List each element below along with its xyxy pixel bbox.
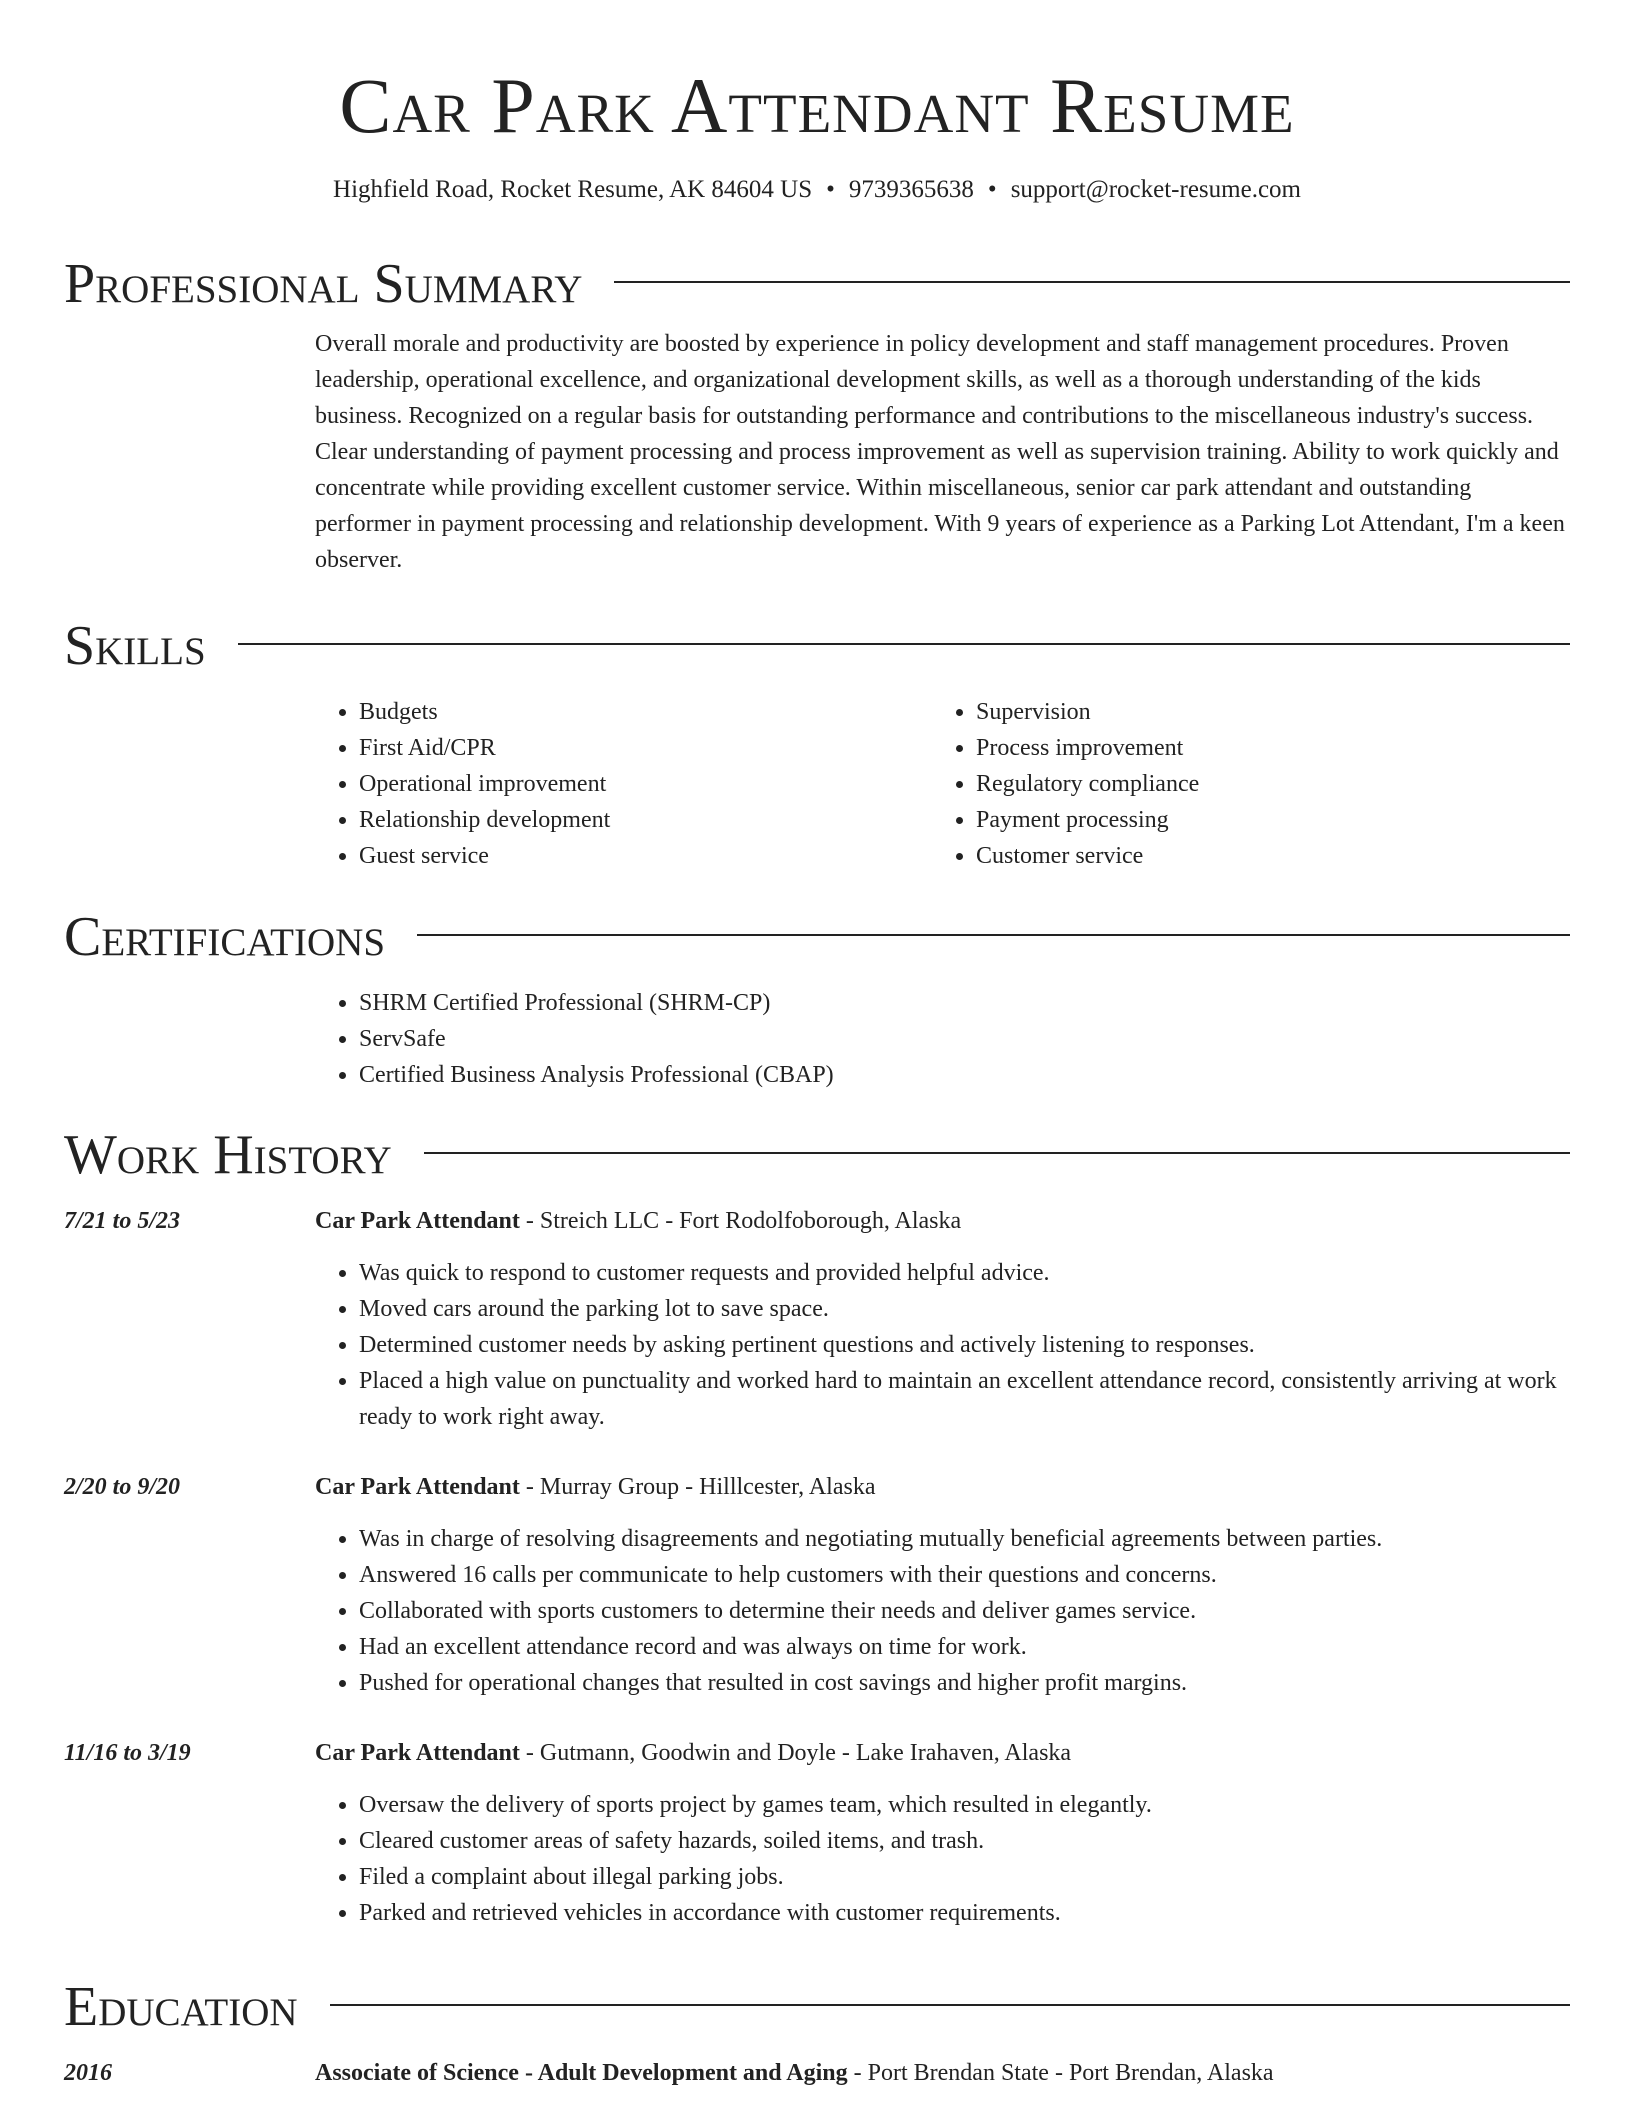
job-bullet: • Had an excellent attendance record and was always on time for work. <box>359 1629 1570 1665</box>
skill-item: • Operational improvement <box>359 766 932 802</box>
certification-item: • ServSafe <box>359 1021 1570 1057</box>
job-details: - Streich LLC - Fort Rodolfoborough, Alaska <box>519 1208 962 1234</box>
section-divider <box>614 281 1570 283</box>
job-heading <box>315 1203 961 1239</box>
job-details: - Murray Group - Hilllcester, Alaska <box>519 1474 876 1500</box>
skill-item: • Budgets <box>359 694 932 730</box>
education-header <box>64 1975 1570 2039</box>
skill-item: • Process improvement <box>976 730 1549 766</box>
job-title: Car Park Attendant <box>315 1208 520 1234</box>
job-title: Car Park Attendant <box>315 1740 520 1766</box>
skills-header <box>64 614 1570 678</box>
job-heading <box>315 1735 1071 1771</box>
job-bullet: • Filed a complaint about illegal parking jobs. <box>359 1859 1570 1895</box>
education-details: - Port Brendan State - Port Brendan, Alaska <box>847 2060 1274 2086</box>
skill-item: • Customer service <box>976 838 1549 874</box>
contact-email: support@rocket-resume.com <box>1010 176 1301 203</box>
certifications-section <box>64 905 1570 1093</box>
job-bullet: • Answered 16 calls per communicate to help customers with their questions and concerns. <box>359 1557 1570 1593</box>
section-divider <box>330 2004 1570 2006</box>
job-entry <box>64 1469 1570 1701</box>
skills-grid <box>315 678 1570 874</box>
section-divider <box>424 1152 1570 1154</box>
certification-item: • SHRM Certified Professional (SHRM-CP) <box>359 985 1570 1021</box>
work-history-header <box>64 1123 1570 1187</box>
summary-section <box>64 252 1570 578</box>
job-bullet: • Determined customer needs by asking pertinent questions and actively listening to responses. <box>359 1327 1570 1363</box>
summary-header <box>64 252 1570 316</box>
job-heading <box>315 1469 876 1505</box>
skills-section <box>64 614 1570 874</box>
resume-page <box>64 0 1570 2086</box>
job-bullet: • Cleared customer areas of safety hazards, soiled items, and trash. <box>359 1823 1570 1859</box>
education-row <box>64 2055 1570 2091</box>
education-year: 2016 <box>64 2060 112 2086</box>
education-degree: Associate of Science - Adult Development and Aging <box>315 2060 848 2086</box>
job-bullet: • Placed a high value on punctuality and worked hard to maintain an excellent attendance record, consistently arriving at work ready to work right away. <box>359 1363 1570 1435</box>
job-dates: 11/16 to 3/19 <box>64 1740 191 1766</box>
job-bullet: • Parked and retrieved vehicles in accordance with customer requirements. <box>359 1895 1570 1931</box>
work-history-heading: Work History <box>64 1124 392 1186</box>
certifications-content <box>315 969 1570 1093</box>
job-bullets <box>315 1505 1570 1701</box>
work-history-section <box>64 1123 1570 1931</box>
job-bullet: • Was in charge of resolving disagreements and negotiating mutually beneficial agreements between parties. <box>359 1521 1570 1557</box>
education-heading-line <box>315 2055 1274 2091</box>
education-entry <box>64 2055 1570 2091</box>
job-header <box>64 1469 1570 1505</box>
contact-address: Highfield Road, Rocket Resume, AK 84604 US <box>333 176 813 203</box>
skills-column-left <box>315 694 932 874</box>
skill-item: • Relationship development <box>359 802 932 838</box>
skills-heading: Skills <box>64 615 206 677</box>
section-divider <box>417 934 1570 936</box>
skill-item: • Regulatory compliance <box>976 766 1549 802</box>
job-entry <box>64 1735 1570 1931</box>
job-bullet: • Oversaw the delivery of sports project by games team, which resulted in elegantly. <box>359 1787 1570 1823</box>
skills-column-right <box>932 694 1549 874</box>
job-dates: 7/21 to 5/23 <box>64 1208 181 1234</box>
job-entry <box>64 1203 1570 1435</box>
contact-line <box>64 174 1570 206</box>
skill-item: • Payment processing <box>976 802 1549 838</box>
contact-phone: 9739365638 <box>848 176 974 203</box>
contact-separator: • <box>826 176 835 203</box>
skill-item: • Supervision <box>976 694 1549 730</box>
job-header <box>64 1735 1570 1771</box>
contact-separator: • <box>987 176 997 203</box>
education-section <box>64 1975 1570 2091</box>
job-header <box>64 1203 1570 1239</box>
job-bullets <box>315 1771 1570 1931</box>
job-dates: 2/20 to 9/20 <box>64 1474 181 1500</box>
job-bullet: • Was quick to respond to customer requests and provided helpful advice. <box>359 1255 1570 1291</box>
education-heading: Education <box>64 1976 298 2038</box>
job-title: Car Park Attendant <box>315 1474 520 1500</box>
summary-content <box>315 316 1570 578</box>
certifications-heading: Certifications <box>64 906 386 968</box>
job-bullets <box>315 1239 1570 1435</box>
skill-item: • First Aid/CPR <box>359 730 932 766</box>
certification-item: • Certified Business Analysis Professional (CBAP) <box>359 1057 1570 1093</box>
job-bullet: • Pushed for operational changes that resulted in cost savings and higher profit margins. <box>359 1665 1570 1701</box>
resume-title: Car Park Attendant Resume <box>339 62 1295 149</box>
summary-heading: Professional Summary <box>64 253 583 315</box>
job-bullet: • Collaborated with sports customers to determine their needs and deliver games service. <box>359 1593 1570 1629</box>
certifications-header <box>64 905 1570 969</box>
job-bullet: • Moved cars around the parking lot to save space. <box>359 1291 1570 1327</box>
job-details: - Gutmann, Goodwin and Doyle - Lake Irahaven, Alaska <box>519 1740 1072 1766</box>
skills-content <box>315 678 1570 874</box>
section-divider <box>238 643 1570 645</box>
skill-item: • Guest service <box>359 838 932 874</box>
summary-text: Overall morale and productivity are boosted by experience in policy development and staff management procedures. Proven leadership, operational excellence, and organizational development skills, as well as a thorough understanding of the kids business. Recognized on a regular basis for outstanding performance and contributions to the miscellaneous industry's success. Clear understanding of payment processing and process improvement as well as supervision training. Ability to work quickly and concentrate while providing excellent customer service. Within miscellaneous, senior car park attendant and outstanding performer in payment processing and relationship development. With 9 years of experience as a Parking Lot Attendant, I'm a keen observer. <box>315 331 1565 573</box>
